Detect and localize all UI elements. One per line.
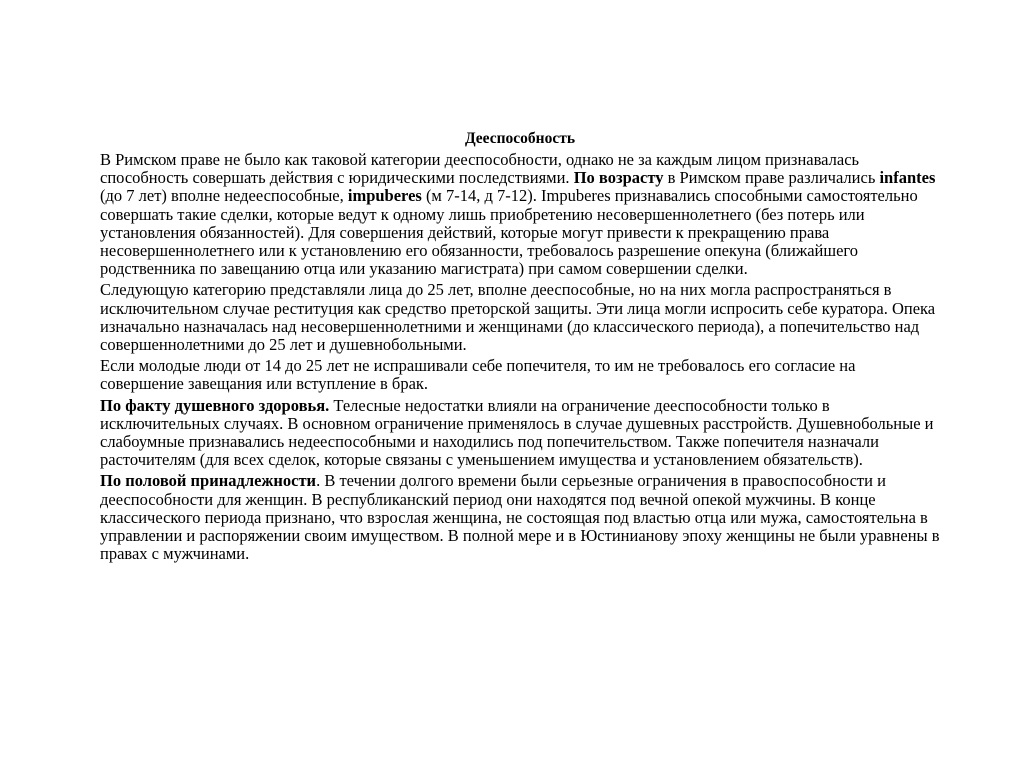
slide-content bbox=[100, 130, 940, 566]
paragraph-4 bbox=[100, 397, 940, 470]
bold-term: По возрасту bbox=[573, 168, 664, 188]
text-run: в Римском праве различались bbox=[663, 168, 880, 188]
text-run: В Римском праве не было как таковой категории дееспособности, однако не за каждым лицом признавалась способность совершать действия с юридическими последствиями. bbox=[100, 150, 860, 188]
text-run: (до 7 лет) вполне недееспособные, bbox=[100, 186, 348, 206]
bold-term: infantes bbox=[879, 168, 936, 188]
bold-term: impuberes bbox=[347, 186, 422, 206]
page-title: Дееспособность bbox=[464, 130, 576, 147]
body-text bbox=[100, 151, 940, 563]
text-run: (м 7-14, д 7-12). Impuberes признавались способными самостоятельно совершать такие сделки, которые ведут к одному лишь приобретению несовершеннолетнего (без потерь или установления обязанностей). Для совершения действий, которые могут привести к прекращению права несовершеннолетнего или к установлению его обязанности, требовалось разрешение опекуна (ближайшего родственника по завещанию отца или указанию магистрата) при самом совершении сделки. bbox=[100, 186, 918, 279]
paragraph-1 bbox=[100, 151, 940, 278]
paragraph-3 bbox=[100, 357, 940, 393]
text-run: Если молодые люди от 14 до 25 лет не испрашивали себе попечителя, то им не требовалось его согласие на совершение завещания или вступление в брак. bbox=[100, 356, 856, 394]
paragraph-2 bbox=[100, 281, 940, 354]
text-run: . В течении долгого времени были серьезные ограничения в правоспособности и дееспособности для женщин. В республиканский период они находятся под вечной опекой мужчины. В конце классического периода признано, что взрослая женщина, не состоящая под властью отца или мужа, самостоятельна в управлении и распоряжении своим имуществом. В полной мере и в Юстинианову эпоху женщины не были уравнены в правах с мужчинами. bbox=[100, 471, 940, 564]
paragraph-5 bbox=[100, 472, 940, 563]
text-run: Телесные недостатки влияли на ограничение дееспособности только в исключительных случаях. В основном ограничение применялось в случае душевных расстройств. Душевнобольные и слабоумные признавались недееспособными и находились под попечительством. Также попечителя назначали расточителям (для всех сделок, которые связаны с уменьшением имущества и установлением обязательств). bbox=[100, 395, 934, 470]
text-run: Следующую категорию представляли лица до 25 лет, вполне дееспособные, но на них могла распространяться в исключительном случае реституция как средство преторской защиты. Эти лица могли испросить себе куратора. Опека изначально назначалась над несовершеннолетними и женщинами (до классического периода), а попечительство над совершеннолетними до 25 лет и душевнобольными. bbox=[100, 280, 936, 355]
bold-term: По факту душевного здоровья. bbox=[100, 395, 330, 415]
bold-term: По половой принадлежности bbox=[100, 471, 317, 491]
